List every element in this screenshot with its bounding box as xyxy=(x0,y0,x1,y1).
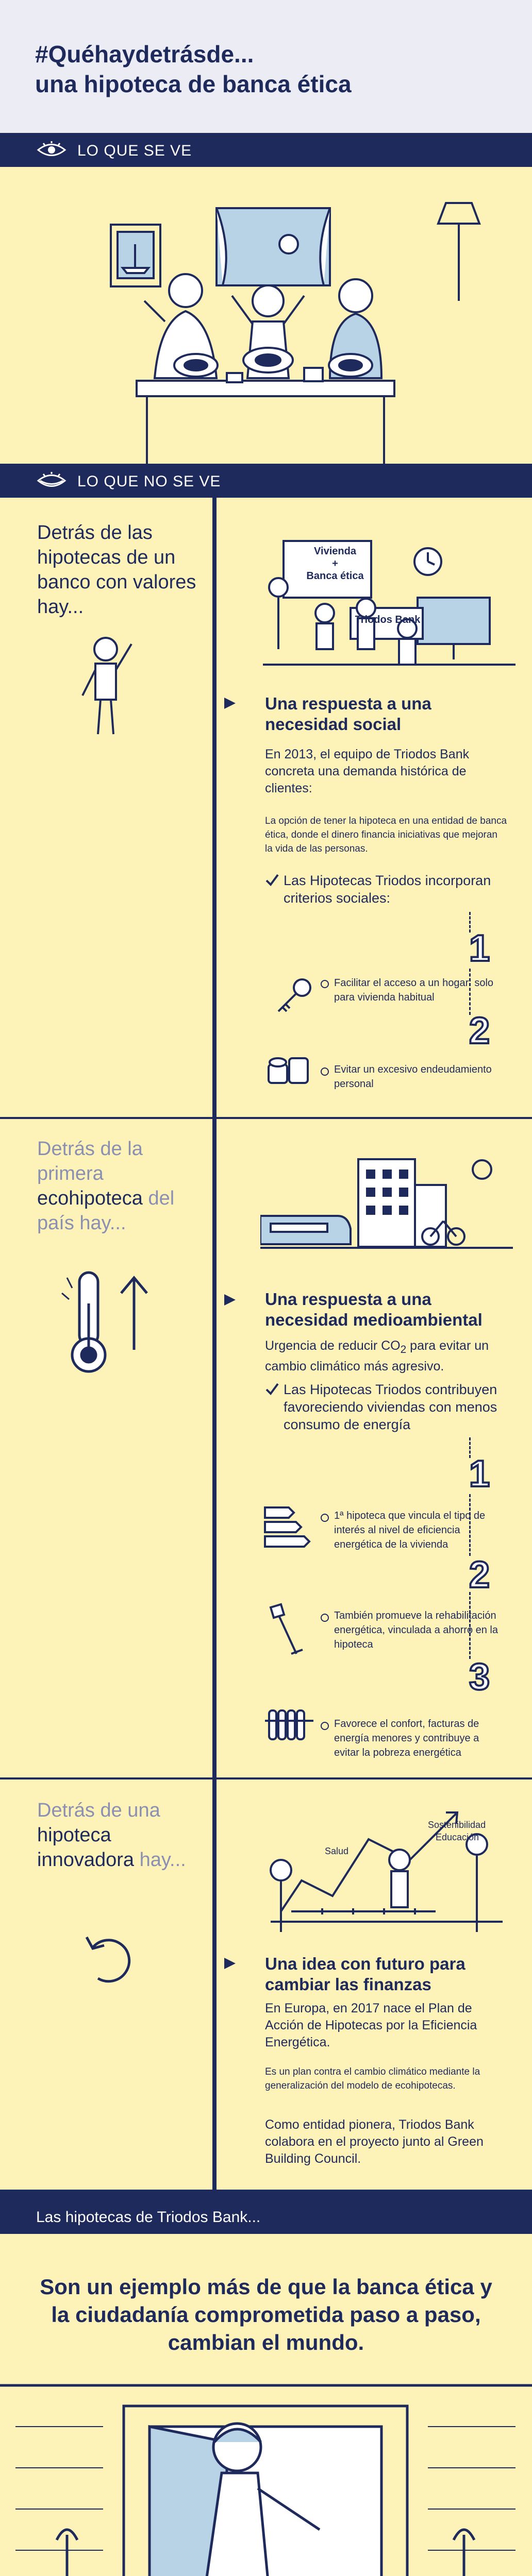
section2-title: Una respuesta a una necesidad medioambiental xyxy=(265,1290,483,1329)
item-number: 2 xyxy=(469,1554,490,1596)
section3-title: Una idea con futuro para cambiar las finanzas xyxy=(265,1954,466,1994)
check-icon xyxy=(265,873,279,887)
section1-small: La opción de tener la hipoteca en una entidad de banca ética, donde el dinero financia iniciativas que mejoran la vida de las personas. xyxy=(265,816,507,854)
section2-intro-b: ecohipoteca xyxy=(37,1188,143,1209)
person-waving-illustration xyxy=(67,634,144,737)
housing-sign-top: Vivienda xyxy=(314,546,356,557)
growth-people-illustration xyxy=(260,1783,513,1942)
section1-intro: Detrás de las hipotecas de un banco con valores hay... xyxy=(37,522,196,618)
section-divider xyxy=(0,1777,532,1780)
section3-small: Es un plan contra el cambio climático mediante la generalización del modelo de ecohipotecas. xyxy=(265,2066,480,2091)
energy-label-icon xyxy=(263,1504,314,1551)
title-subject: una hipoteca de banca ética xyxy=(35,71,352,97)
item-bullet xyxy=(321,1722,329,1730)
band-visible xyxy=(0,133,532,167)
section2-intro-a: Detrás de la primera xyxy=(37,1138,143,1184)
title-hashtag: #Quéhaydetrásde... xyxy=(35,41,254,67)
section1-para: En 2013, el equipo de Triodos Bank concreta una demanda histórica de clientes: xyxy=(265,747,470,795)
dash-connector xyxy=(469,969,471,1015)
section2-para xyxy=(265,1337,507,1375)
section2-item-2: También promueve la rehabilitación energética, vinculada a ahorro en la hipoteca xyxy=(334,1610,498,1650)
label-sostenibilidad: Sostenibilidad xyxy=(428,1820,486,1830)
city-train-illustration xyxy=(260,1139,513,1262)
bank-sign: Triodos Bank xyxy=(355,614,421,625)
section3-intro-a: Detrás de una xyxy=(37,1800,160,1821)
housing-sign xyxy=(299,545,371,582)
section1-item-2: Evitar un excesivo endeudamiento personal xyxy=(334,1064,492,1090)
welcome-door-illustration xyxy=(0,2365,532,2576)
section2-item-3: Favorece el confort, facturas de energía menores y contribuye a evitar la pobreza energética xyxy=(334,1718,479,1758)
shovel-icon xyxy=(265,1602,307,1659)
section3-intro-c: hay... xyxy=(139,1849,186,1871)
item-bullet xyxy=(321,1067,329,1076)
page-header xyxy=(0,0,532,133)
section3-intro xyxy=(37,1798,207,1872)
item-number: 1 xyxy=(469,1453,490,1495)
item-number: 2 xyxy=(469,1010,490,1052)
band-unseen-label: LO QUE NO SE VE xyxy=(77,473,221,490)
timeline-marker xyxy=(224,1958,236,1969)
item-number: 3 xyxy=(469,1656,490,1698)
section3-intro-b: hipoteca innovadora xyxy=(37,1824,135,1871)
section2-para-b: para evitar un cambio climático más agresivo. xyxy=(265,1338,489,1374)
dash-connector xyxy=(469,1494,471,1556)
band-footer-label: Las hipotecas de Triodos Bank... xyxy=(36,2209,261,2226)
timeline-marker xyxy=(224,1294,236,1306)
section2-para-a: Urgencia de reducir CO xyxy=(265,1338,401,1353)
section2-intro xyxy=(37,1137,207,1235)
section2-item-1: 1ª hipoteca que vincula el tipo de interés al nivel de eficiencia energética de la vivienda xyxy=(334,1510,486,1550)
section2-para-sub: 2 xyxy=(400,1344,407,1355)
coins-icon xyxy=(265,1051,312,1087)
item-bullet xyxy=(321,1514,329,1522)
section3-para1: En Europa, en 2017 nace el Plan de Acción de Hipotecas por la Eficiencia Energética. xyxy=(265,2001,477,2049)
undo-arrow-icon xyxy=(77,1927,139,1989)
item-bullet xyxy=(321,1614,329,1622)
section2-intro-c: del país hay... xyxy=(37,1188,175,1234)
family-dinner-illustration xyxy=(0,167,532,464)
housing-sign-plus: + xyxy=(332,558,338,569)
section1-check-heading-text: Las Hipotecas Triodos incorporan criterios sociales: xyxy=(284,873,491,906)
section2-check-heading-text: Las Hipotecas Triodos contribuyen favoreciendo viviendas con menos consumo de energía xyxy=(284,1382,497,1432)
section1-item-1: Facilitar el acceso a un hogar: solo para vivienda habitual xyxy=(334,977,494,1003)
check-icon xyxy=(265,1382,279,1396)
band-visible-label: LO QUE SE VE xyxy=(77,142,192,159)
item-bullet xyxy=(321,980,329,988)
housing-sign-bottom: Banca ética xyxy=(306,570,364,582)
label-salud: Salud xyxy=(325,1846,349,1856)
section-divider xyxy=(0,1117,532,1119)
timeline-marker xyxy=(224,698,236,709)
eye-closed-icon xyxy=(36,472,67,489)
item-number: 1 xyxy=(469,928,490,969)
timeline-line xyxy=(212,498,217,2190)
thermometer-icon xyxy=(57,1262,160,1381)
band-unseen xyxy=(0,464,532,498)
dash-connector xyxy=(469,1592,471,1659)
label-educacion: Educación xyxy=(436,1832,479,1842)
section1-title: Una respuesta a una necesidad social xyxy=(265,694,431,734)
section3-para2: Como entidad pionera, Triodos Bank colabora en el proyecto junto al Green Building Council. xyxy=(265,2117,484,2166)
radiator-icon xyxy=(264,1705,315,1747)
house-key-icon xyxy=(273,976,314,1018)
closing-statement: Son un ejemplo más de que la banca ética y la ciudadanía comprometida paso a paso, cambian el mundo. xyxy=(40,2275,492,2354)
eye-icon xyxy=(36,141,67,159)
